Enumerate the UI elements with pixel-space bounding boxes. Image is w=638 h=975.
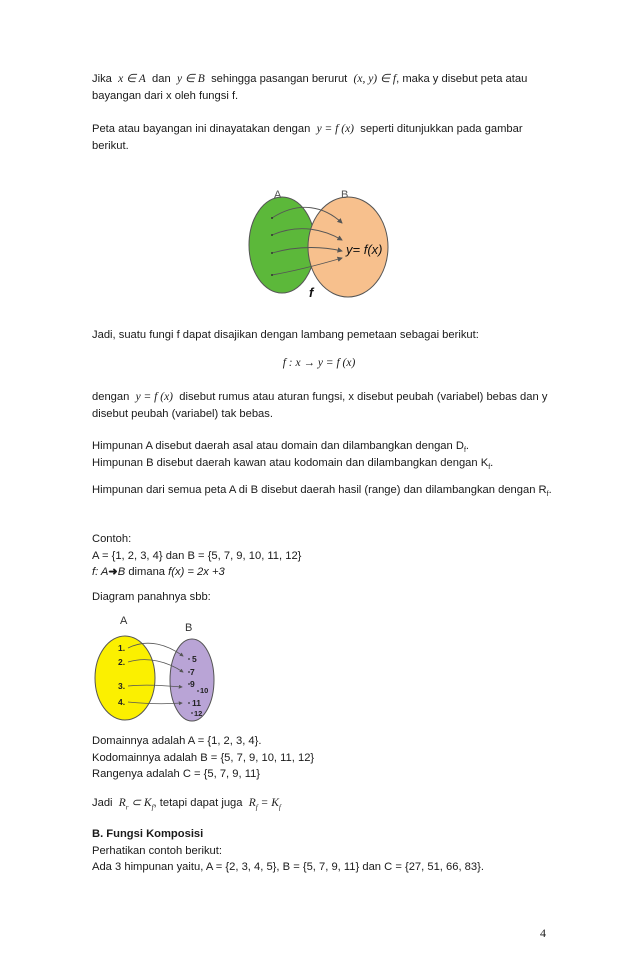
math-range-subset: $R_r$ ⊂ $K_f$ (118, 797, 154, 812)
mapping-figure-general (230, 185, 420, 305)
paragraph-variables: dengan y = f (x) disebut rumus atau aturan fungsi, x disebut peubah (variabel) bebas dan y disebut peubah (variabel) tak bebas. (92, 391, 548, 420)
example-heading: Contoh: (92, 533, 132, 545)
codomain-element: 7 (190, 667, 195, 677)
diagram-caption: Diagram panahnya sbb: (92, 591, 211, 603)
set-a-ellipse (249, 197, 315, 293)
paragraph-notation-intro: Jadi, suatu fungi f dapat disajikan dengan lambang pemetaan sebagai berikut: (92, 329, 479, 341)
summary-codomain: Kodomainnya adalah B = {5, 7, 9, 10, 11, 12} (92, 751, 315, 764)
section-heading: B. Fungsi Komposisi (92, 828, 204, 840)
section-composition: B. Fungsi Komposisi Perhatikan contoh berikut: Ada 3 himpunan yaitu, A = {2, 3, 4, 5}, B = {5, 7, 9, 11} dan C = {27, 51, 66, 83}. (92, 828, 484, 873)
set-b-label: B (341, 189, 349, 201)
set-a-label: A (120, 615, 128, 627)
page-number: 4 (540, 926, 546, 940)
arrow-diagram-example (88, 612, 248, 722)
set-b-label: B (185, 622, 193, 634)
paragraph-definition: Jika x ∈ A dan y ∈ B sehingga pasangan berurut (x, y) ∈ f, maka y disebut peta atau bayangan dari x oleh fungsi f. (92, 73, 528, 102)
mapping-formula: f : x → y = f (x) (282, 357, 356, 369)
math-pair-in-f: (x, y) ∈ f (353, 73, 397, 85)
paragraph-domain-codomain: Himpunan A disebut daerah asal atau domain dan dilambangkan dengan $D_f$. Himpunan B disebut daerah kawan atau kodomain dan dilambangkan dengan $K_f$. (92, 440, 494, 471)
set-a-label: A (274, 189, 282, 201)
codomain-element: 5 (192, 654, 197, 664)
math-range-equals: $R_f = K_f$ (248, 797, 281, 812)
subset-statement: Jadi $R_r$ ⊂ $K_f$, tetapi dapat juga $R_f = K_f$ (92, 797, 281, 812)
domain-element: 4. (118, 697, 126, 707)
codomain-element: 12 (194, 709, 203, 718)
paragraph-image-notation: Peta atau bayangan ini dinayatakan dengan y = f (x) seperti ditunjukkan pada gambar berikut. (92, 123, 523, 152)
domain-element: 3. (118, 681, 126, 691)
example-sets: A = {1, 2, 3, 4} dan B = {5, 7, 9, 10, 11, 12} (92, 549, 302, 562)
math-y-equals-fx: y = f (x) (316, 123, 355, 135)
summary-range: Rangenya adalah C = {5, 7, 9, 11} (92, 768, 261, 780)
codomain-element: 9 (190, 679, 195, 689)
math-x-in-a: x ∈ A (118, 73, 146, 85)
codomain-element: 10 (200, 686, 209, 695)
function-f-label: f (309, 285, 314, 300)
right-arrow-icon: ➜ (108, 566, 118, 578)
math-y-in-b: y ∈ B (176, 73, 205, 85)
domain-element: 2. (118, 657, 126, 667)
summary-domain: Domainnya adalah A = {1, 2, 3, 4}. (92, 735, 262, 747)
summary-block (92, 733, 552, 783)
paragraph-range: Himpunan dari semua peta A di B disebut daerah hasil (range) dan dilambangkan dengan $R_f$. (92, 484, 552, 499)
math-y-equals-fx: y = f (x) (135, 391, 174, 403)
domain-element: 1. (118, 643, 126, 653)
example-block: Contoh: A = {1, 2, 3, 4} dan B = {5, 7, 9, 10, 11, 12} f: A➜B dimana f(x) = 2x +3 (92, 533, 302, 578)
codomain-element: 11 (192, 698, 201, 708)
y-equals-fx-label: y= f(x) (346, 242, 383, 257)
